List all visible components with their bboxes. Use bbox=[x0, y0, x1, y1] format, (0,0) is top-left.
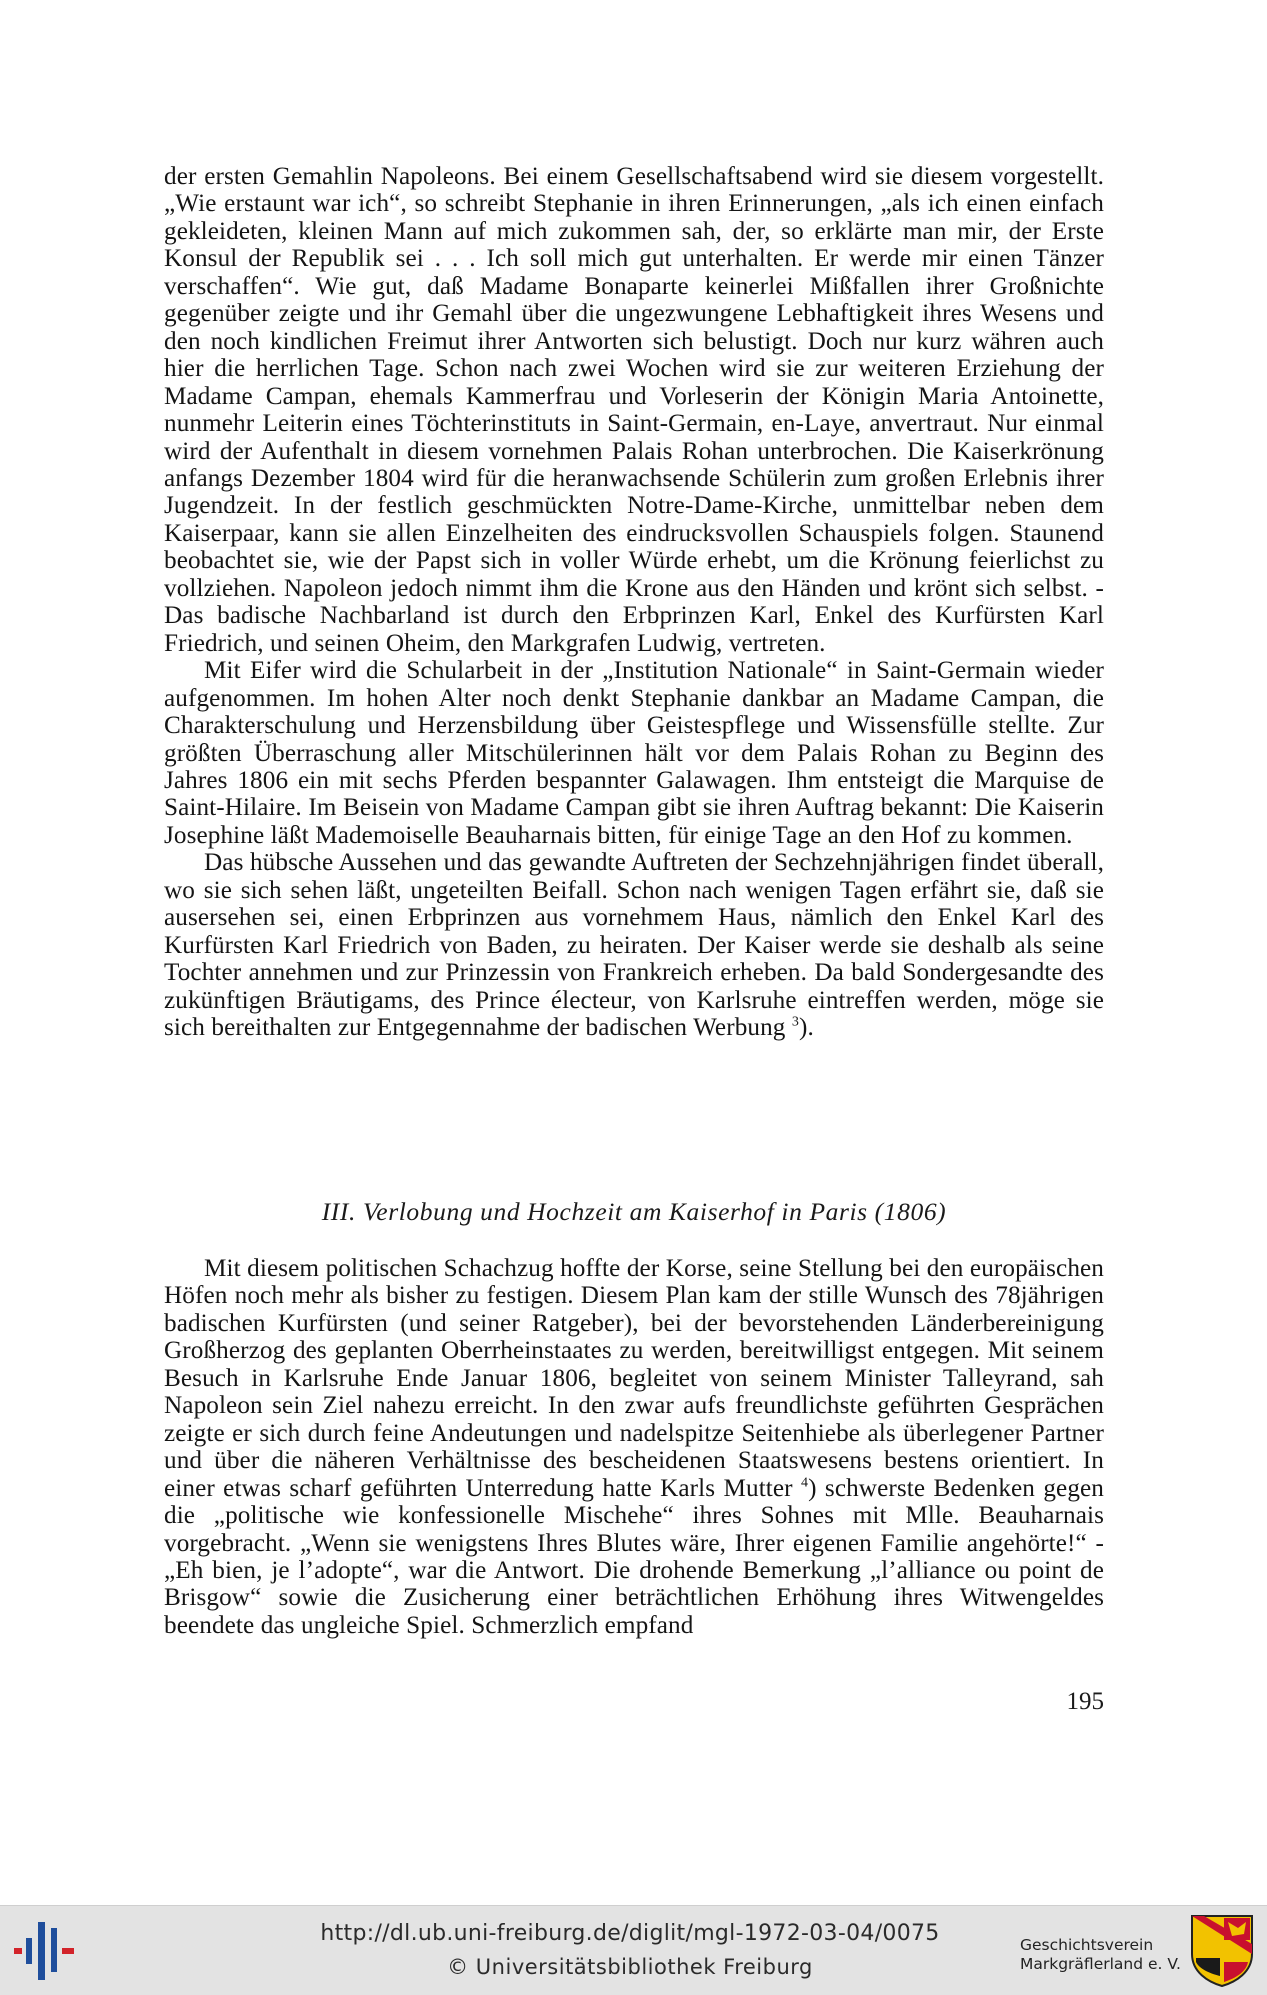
paragraph-1: der ersten Gemahlin Napoleons. Bei einem Gesellschaftsabend wird sie diesem vorgestellt. „Wie erstaunt war ich“, so schreibt Stephanie in ihren Erinnerungen, „als ich einen einfach gekleideten, kleinen Mann auf mich zukommen sah, der, so erklärte man mir, der Erste Konsul der Republik sei . . . Ich soll mich gut unterhalten. Er werde mir einen Tänzer verschaffen“. Wie gut, daß Madame Bonaparte keinerlei Mißfallen ihrer Großnichte gegenüber zeigte und ihr Gemahl über die ungezwungene Lebhaftigkeit ihres Wesens und den noch kindlichen Freimut ihrer Antworten sich belustigt. Doch nur kurz währen auch hier die herrlichen Tage. Schon nach zwei Wochen wird sie zur weiteren Erziehung der Madame Campan, ehemals Kammerfrau und Vorleserin der Königin Maria Antoinette, nunmehr Leiterin eines Töchterinstituts in Saint-Germain, en-Laye, anvertraut. Nur einmal wird der Aufenthalt in diesem vornehmen Palais Rohan unterbrochen. Die Kaiserkrönung anfangs Dezember 1804 wird für die heranwachsende Schülerin zum großen Erlebnis ihrer Jugendzeit. In der festlich geschmückten Notre-Dame-Kirche, unmittelbar neben dem Kaiserpaar, kann sie allen Einzelheiten des eindrucksvollen Schauspiels folgen. Staunend beobachtet sie, wie der Papst sich in voller Würde erhebt, um die Krönung feierlichst zu vollziehen. Napoleon jedoch nimmt ihm die Krone aus den Händen und krönt sich selbst. - Das badische Nachbarland ist durch den Erbprinzen Karl, Enkel des Kurfürsten Karl Friedrich, und seinen Oheim, den Markgrafen Ludwig, vertreten. bbox=[164, 163, 1104, 657]
footer-url-link[interactable]: http://dl.ub.uni-freiburg.de/diglit/mgl-1972-03-04/0075 bbox=[320, 1921, 940, 1946]
org-name-line-1: Geschichtsverein bbox=[1020, 1936, 1154, 1954]
paragraph-4-part1: Mit diesem politischen Schachzug hoffte der Korse, seine Stellung bei den europäischen Höfen noch mehr als bisher zu festigen. Diesem Plan kam der stille Wunsch des 78jährigen badischen Kurfürsten (und seiner Ratgeber), bei der bevorstehenden Länderbereinigung Großherzog des geplanten Oberrheinstaates zu werden, bereitwilligst entgegen. Mit seinem Besuch in Karlsruhe Ende Januar 1806, begleitet von seinem Minister Talleyrand, sah Napoleon sein Ziel nahezu erreicht. In den zwar aufs freundlichste geführten Gesprächen zeigte er sich durch feine Andeutungen und nadelspitze Seitenhiebe als überlegener Partner und über die näheren Verhältnisse des bescheidenen Staatswesens bestens orientiert. In einer etwas scharf geführten Unterredung hatte Karls Mutter bbox=[164, 1255, 1104, 1502]
paragraph-4-part2: ) schwerste Bedenken gegen die „politische wie konfessionelle Mischehe“ ihres Sohnes mit Mlle. Beauharnais vorgebracht. „Wenn sie wenigstens Ihres Blutes wäre, Ihrer eigenen Familie angehörte!“ - „Eh bien, je l’adopte“, war die Antwort. Die drohende Bemerkung „l’alliance ou point de Brisgow“ sowie die Zusicherung einer beträchtlichen Erhöhung ihres Witwengeldes beendete das ungleiche Spiel. Schmerzlich empfand bbox=[164, 1474, 1104, 1639]
paragraph-4 bbox=[164, 1255, 1104, 1639]
footer-center bbox=[200, 1918, 1060, 1984]
section-heading: III. Verlobung und Hochzeit am Kaiserhof in Paris (1806) bbox=[321, 1197, 947, 1226]
footer-copyright: © Universitätsbibliothek Freiburg bbox=[447, 1955, 813, 1979]
body-text-bottom bbox=[164, 1255, 1104, 1639]
markgraeflerland-crest-icon bbox=[1190, 1914, 1254, 1988]
ub-freiburg-logo-icon[interactable] bbox=[14, 1920, 80, 1982]
footnote-ref-3[interactable]: 3 bbox=[791, 1014, 799, 1030]
org-name-line-2: Markgräflerland e. V. bbox=[1020, 1955, 1181, 1973]
page-number: 195 bbox=[1066, 1688, 1104, 1715]
paragraph-3-text: Das hübsche Aussehen und das gewandte Auftreten der Sechzehnjährigen findet überall, wo sie sich sehen läßt, ungeteilten Beifall. Schon nach wenigen Tagen erfährt sie, daß sie ausersehen sei, einen Erbprinzen aus vornehmem Haus, nämlich den Enkel Karl des Kurfürsten Karl Friedrich von Baden, zu heiraten. Der Kaiser werde sie deshalb als seine Tochter annehmen und zur Prinzessin von Frankreich erheben. Da bald Sondergesandte des zukünftigen Bräutigams, des Prince électeur, von Karlsruhe eintreffen werden, möge sie sich bereithalten zur Entgegennahme der badischen Werbung bbox=[164, 849, 1104, 1042]
paragraph-3 bbox=[164, 849, 1104, 1041]
footnote-ref-4[interactable]: 4 bbox=[801, 1475, 809, 1491]
footer-bar bbox=[0, 1905, 1267, 1995]
paragraph-3-tail: ). bbox=[798, 1014, 814, 1042]
body-text-top bbox=[164, 163, 1104, 1042]
footer-organization bbox=[1020, 1936, 1190, 1974]
paragraph-2: Mit Eifer wird die Schularbeit in der „Institution Nationale“ in Saint-Germain wieder aufgenommen. Im hohen Alter noch denkt Stephanie dankbar an Madame Campan, die Charakterschulung und Herzensbildung über Geistespflege und Wissensfülle stellte. Zur größten Überraschung aller Mitschülerinnen hält vor dem Palais Rohan zu Beginn des Jahres 1806 ein mit sechs Pferden bespannter Galawagen. Ihm entsteigt die Marquise de Saint-Hilaire. Im Beisein von Madame Campan gibt sie ihren Auftrag bekannt: Die Kaiserin Josephine läßt Mademoiselle Beauharnais bitten, für einige Tage an den Hof zu kommen. bbox=[164, 657, 1104, 849]
